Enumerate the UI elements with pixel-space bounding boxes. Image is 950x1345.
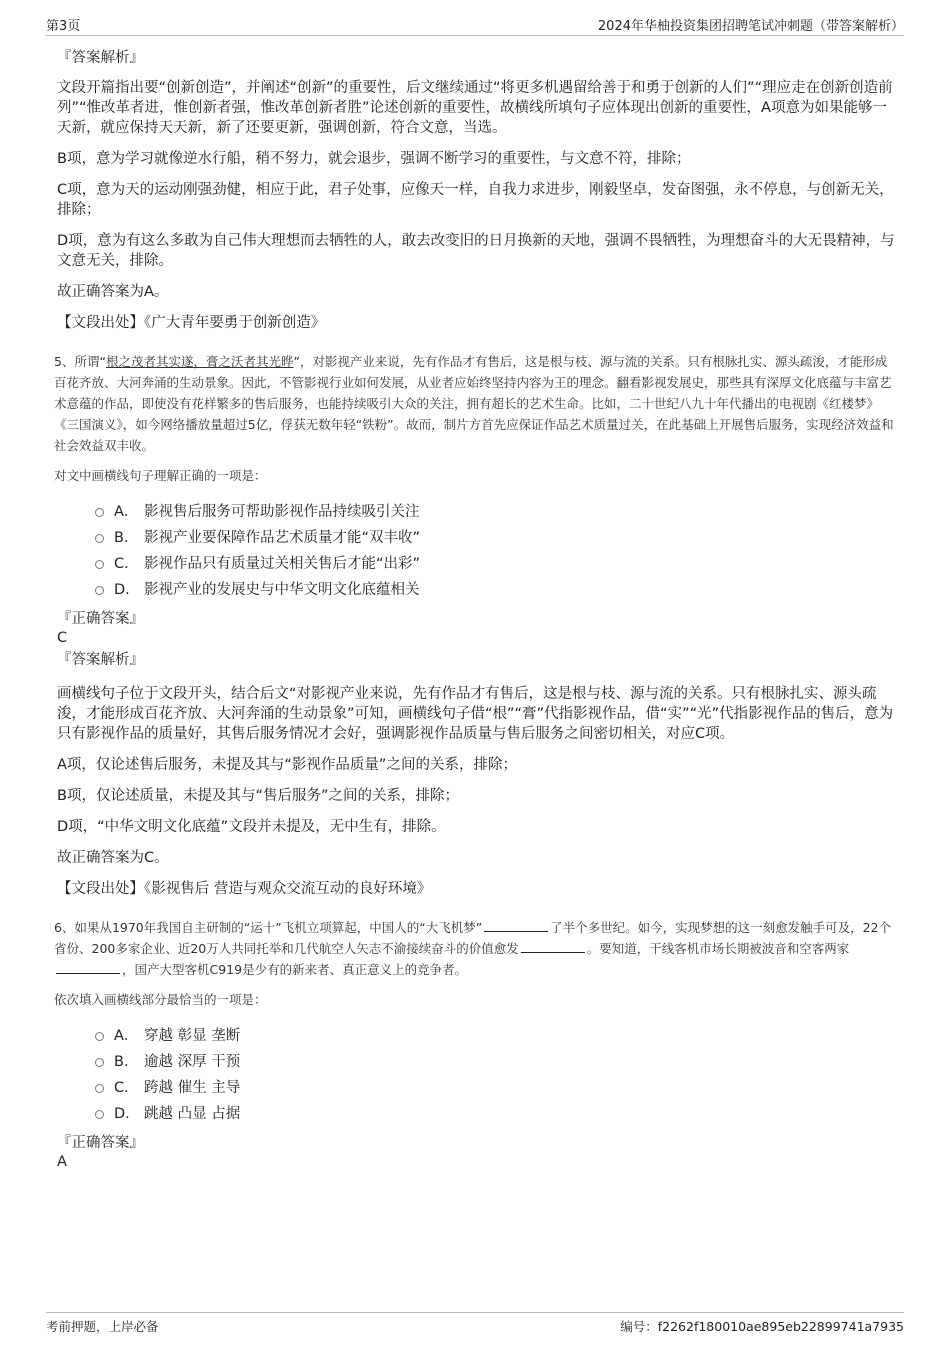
stem-text: 所谓“ bbox=[74, 354, 106, 369]
option-c[interactable] bbox=[95, 1075, 897, 1101]
stem-text: 。要知道，干线客机市场长期被波音和空客两家 bbox=[586, 941, 850, 956]
analysis-paragraph: 画横线句子位于文段开头，结合后文“对影视产业来说，先有作品才有售后，这是根与枝、源与流的关系。只有根脉扎实、源头疏浚，才能形成百花齐放、大河奔涌的生动景象”可知，画横线句子借“根”“膏”代指影视作品，借“实”“光”代指影视作品的售后，意为只有影视作品的质量好，其售后服务情况才会好，强调影视作品质量与售后服务之间密切相关，对应C项。 bbox=[57, 686, 894, 742]
option-text: 逾越 深厚 干预 bbox=[144, 1054, 241, 1070]
question-stem bbox=[54, 917, 897, 980]
page-number: 第3页 bbox=[46, 19, 81, 34]
correct-answer-label: 『正确答案』 bbox=[57, 611, 144, 627]
document-code: 编号：f2262f180010ae895eb22899741a7935 bbox=[620, 1319, 904, 1334]
option-letter: A． bbox=[114, 1028, 139, 1044]
stem-text: ”，对影视产业来说，先有作品才有售后，这是根与枝、源与流的关系。只有根脉扎实、源头疏浚，才能形成百花齐放、大河奔涌的生动景象。因此，不管影视行业如何发展，从业者应始终坚持内容为王的理念。翻看影视发展史，那些具有深厚文化底蕴与丰富艺术意蕴的作品，即使没有花样繁多的售后服务，也能持续吸引大众的关注，拥有超长的艺术生命。比如，二十世纪八九十年代播出的电视剧《红楼梦》《三国演义》，如今网络播放量超过5亿，俘获无数年轻“铁粉”。故而，制片方首先应保证作品艺术质量过关，在此基础上开展售后服务，实现经济效益和社会效益双丰收。 bbox=[54, 354, 894, 453]
page-content bbox=[54, 40, 897, 1174]
option-b[interactable] bbox=[95, 525, 897, 551]
radio-icon[interactable] bbox=[95, 1084, 104, 1093]
stem-text: ，国产大型客机C919是少有的新来者、真正意义上的竞争者。 bbox=[122, 962, 468, 977]
radio-icon[interactable] bbox=[95, 1032, 104, 1041]
option-text: 跨越 催生 主导 bbox=[144, 1080, 241, 1096]
option-a[interactable] bbox=[95, 1023, 897, 1049]
document-title: 2024年华柚投资集团招聘笔试冲刺题（带答案解析） bbox=[597, 19, 904, 34]
option-letter: A． bbox=[114, 504, 139, 520]
option-letter: B． bbox=[114, 1054, 139, 1070]
option-letter: D． bbox=[114, 582, 140, 598]
option-letter: C． bbox=[114, 556, 139, 572]
option-b[interactable] bbox=[95, 1049, 897, 1075]
correct-answer: C bbox=[57, 630, 68, 646]
source-citation: 【文段出处】《影视售后 营造与观众交流互动的良好环境》 bbox=[57, 881, 432, 897]
question-6 bbox=[54, 917, 897, 1172]
option-letter: D． bbox=[114, 1106, 140, 1122]
question-4-analysis bbox=[57, 48, 897, 333]
radio-icon[interactable] bbox=[95, 534, 104, 543]
analysis-paragraph: 文段开篇指出要“创新创造”，并阐述“创新”的重要性，后文继续通过“将更多机遇留给善于和勇于创新的人们”“理应走在创新创造前列”“惟改革者进，惟创新者强，惟改革创新者胜”论述创新的重要性，故横线所填句子应体现出创新的重要性，A项意为如果能够一天新，就应保持天天新，新了还要更新，强调创新，符合文意，当选。 bbox=[57, 80, 893, 136]
question-prompt: 对文中画横线句子理解正确的一项是： bbox=[54, 468, 267, 483]
footer-slogan: 考前押题，上岸必备 bbox=[46, 1319, 159, 1334]
analysis-paragraph: B项，仅论述质量，未提及其与“售后服务”之间的关系，排除； bbox=[57, 788, 459, 804]
option-text: 影视产业要保障作品艺术质量才能“双丰收” bbox=[144, 530, 421, 546]
analysis-paragraph: D项，“中华文明文化底蕴”文段并未提及，无中生有，排除。 bbox=[57, 819, 446, 835]
analysis-paragraph: A项，仅论述售后服务，未提及其与“影视作品质量”之间的关系，排除； bbox=[57, 757, 517, 773]
page-header bbox=[46, 13, 904, 36]
option-text: 影视售后服务可帮助影视作品持续吸引关注 bbox=[144, 504, 420, 520]
radio-icon[interactable] bbox=[95, 508, 104, 517]
stem-text: 如果从1970年我国自主研制的“运十”飞机立项算起，中国人的“大飞机梦” bbox=[74, 920, 483, 935]
analysis-paragraph: D项，意为有这么多敢为自己伟大理想而去牺牲的人，敢去改变旧的日月换新的天地，强调不畏牺牲，为理想奋斗的大无畏精神，与文意无关，排除。 bbox=[57, 233, 895, 269]
question-5 bbox=[54, 351, 897, 899]
option-text: 跳越 凸显 占据 bbox=[144, 1106, 241, 1122]
fill-blank bbox=[484, 919, 548, 932]
option-list bbox=[95, 499, 897, 603]
fill-blank bbox=[56, 961, 120, 974]
option-text: 影视作品只有质量过关相关售后才能“出彩” bbox=[144, 556, 421, 572]
option-letter: B． bbox=[114, 530, 139, 546]
underlined-sentence: 根之茂者其实遂，膏之沃者其光晔 bbox=[105, 354, 294, 369]
correct-answer-label: 『正确答案』 bbox=[57, 1135, 144, 1151]
page-footer bbox=[46, 1312, 904, 1335]
correct-answer: A bbox=[57, 1154, 67, 1170]
analysis-paragraph: C项，意为天的运动刚强劲健，相应于此，君子处事，应像天一样，自我力求进步，刚毅坚卓，发奋图强，永不停息，与创新无关，排除； bbox=[57, 182, 894, 218]
radio-icon[interactable] bbox=[95, 586, 104, 595]
source-citation: 【文段出处】《广大青年要勇于创新创造》 bbox=[57, 315, 326, 331]
option-list bbox=[95, 1023, 897, 1127]
question-number: 6、 bbox=[54, 920, 75, 935]
analysis-conclusion: 故正确答案为A。 bbox=[57, 284, 169, 300]
radio-icon[interactable] bbox=[95, 1058, 104, 1067]
option-d[interactable] bbox=[95, 577, 897, 603]
question-stem bbox=[54, 351, 897, 456]
analysis-paragraph: B项，意为学习就像逆水行船，稍不努力，就会退步，强调不断学习的重要性，与文意不符，排除； bbox=[57, 151, 691, 167]
option-text: 穿越 彰显 垄断 bbox=[144, 1028, 241, 1044]
option-letter: C． bbox=[114, 1080, 139, 1096]
option-c[interactable] bbox=[95, 551, 897, 577]
option-a[interactable] bbox=[95, 499, 897, 525]
analysis-label: 『答案解析』 bbox=[57, 652, 144, 668]
option-text: 影视产业的发展史与中华文明文化底蕴相关 bbox=[144, 582, 420, 598]
analysis-label: 『答案解析』 bbox=[57, 50, 144, 66]
question-prompt: 依次填入画横线部分最恰当的一项是： bbox=[54, 992, 267, 1007]
option-d[interactable] bbox=[95, 1101, 897, 1127]
radio-icon[interactable] bbox=[95, 560, 104, 569]
analysis-conclusion: 故正确答案为C。 bbox=[57, 850, 169, 866]
radio-icon[interactable] bbox=[95, 1110, 104, 1119]
fill-blank bbox=[521, 940, 585, 953]
question-number: 5、 bbox=[54, 354, 75, 369]
stem-text: 了半个多世纪。如今，实现梦想的这一刻愈发触手可及，22个省份、200多家企业、近20万人共同托举和几代航空人矢志不渝接续奋斗的价值愈发 bbox=[54, 920, 892, 956]
